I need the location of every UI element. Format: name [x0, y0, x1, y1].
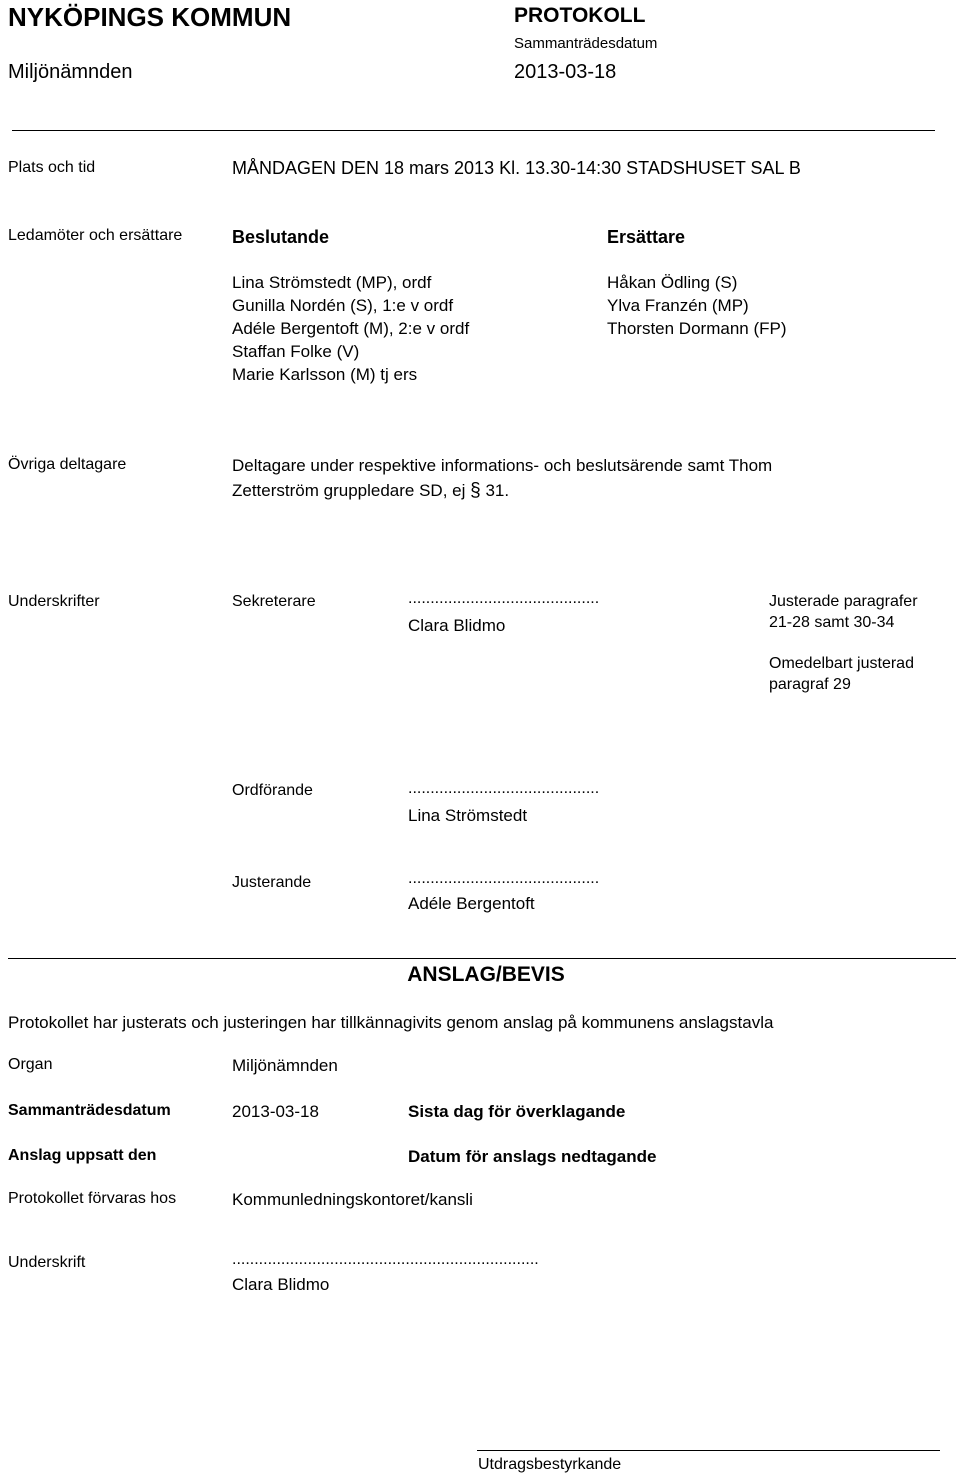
others-line-2 — [232, 480, 509, 502]
deciding-member: Marie Karlsson (M) tj ers — [232, 365, 418, 384]
signature-label: Underskrift — [8, 1254, 86, 1271]
appeal-deadline-label: Sista dag för överklagande — [408, 1102, 626, 1121]
notice-statement: Protokollet har justerats och justeringen har tillkännagivits genom anslag på kommunens anslagstavla — [8, 1013, 774, 1032]
meeting-date: 2013-03-18 — [514, 61, 617, 83]
secretary-role: Sekreterare — [232, 593, 316, 610]
others-line-2-number: 31. — [485, 481, 510, 500]
header-divider — [12, 130, 935, 131]
deciding-member: Adéle Bergentoft (M), 2:e v ordf — [232, 319, 470, 338]
organ-label: Organ — [8, 1056, 53, 1073]
adjusted-paragraphs-label: Justerade paragrafer — [769, 593, 918, 610]
others-label: Övriga deltagare — [8, 456, 127, 473]
substitute-member: Ylva Franzén (MP) — [607, 296, 749, 315]
footer-line — [477, 1450, 940, 1451]
others-line-2-text: Zetterström gruppledare SD, ej — [232, 481, 466, 500]
chair-name: Lina Strömstedt — [408, 806, 528, 825]
members-label: Ledamöter och ersättare — [8, 227, 183, 244]
municipality-title: NYKÖPINGS KOMMUN — [8, 2, 292, 32]
signature-line: ..................................................................... — [232, 1251, 539, 1268]
secretary-signature-line: ........................................... — [408, 590, 600, 607]
section-sign: § — [470, 480, 481, 501]
meeting-date-label: Sammanträdesdatum — [8, 1102, 171, 1119]
deciding-member: Gunilla Nordén (S), 1:e v ordf — [232, 296, 454, 315]
kept-by-value: Kommunledningskontoret/kansli — [232, 1190, 473, 1209]
immediately-adjusted-value: paragraf 29 — [769, 676, 851, 693]
certification-label: Utdragsbestyrkande — [478, 1456, 622, 1473]
adjuster-role: Justerande — [232, 874, 312, 891]
secretary-name: Clara Blidmo — [408, 616, 506, 635]
chair-signature-line: ........................................... — [408, 780, 600, 797]
committee-name: Miljönämnden — [8, 61, 133, 83]
notice-heading: ANSLAG/BEVIS — [407, 963, 565, 986]
organ-value: Miljönämnden — [232, 1056, 338, 1075]
signature-name: Clara Blidmo — [232, 1275, 330, 1294]
place-value: MÅNDAGEN DEN 18 mars 2013 Kl. 13.30-14:30 STADSHUSET SAL B — [232, 158, 801, 178]
adjuster-signature-line: ........................................... — [408, 870, 600, 887]
document-type: PROTOKOLL — [514, 4, 646, 27]
deciding-member: Lina Strömstedt (MP), ordf — [232, 273, 432, 292]
immediately-adjusted-label: Omedelbart justerad — [769, 655, 914, 672]
chair-role: Ordförande — [232, 782, 313, 799]
signatures-label: Underskrifter — [8, 593, 100, 610]
deciding-heading: Beslutande — [232, 227, 330, 247]
adjuster-name: Adéle Bergentoft — [408, 894, 535, 913]
substitutes-heading: Ersättare — [607, 227, 686, 247]
date-label: Sammanträdesdatum — [514, 35, 658, 52]
substitute-member: Thorsten Dormann (FP) — [607, 319, 787, 338]
meeting-date-value: 2013-03-18 — [232, 1102, 319, 1121]
others-line-1: Deltagare under respektive informations- och beslutsärende samt Thom — [232, 456, 773, 475]
notice-divider — [8, 958, 956, 959]
substitute-member: Håkan Ödling (S) — [607, 273, 738, 292]
adjusted-paragraphs-value: 21-28 samt 30-34 — [769, 614, 895, 631]
place-label: Plats och tid — [8, 159, 96, 176]
kept-by-label: Protokollet förvaras hos — [8, 1190, 177, 1207]
posted-date-label: Anslag uppsatt den — [8, 1147, 157, 1164]
deciding-member: Staffan Folke (V) — [232, 342, 360, 361]
removed-date-label: Datum för anslags nedtagande — [408, 1147, 657, 1166]
